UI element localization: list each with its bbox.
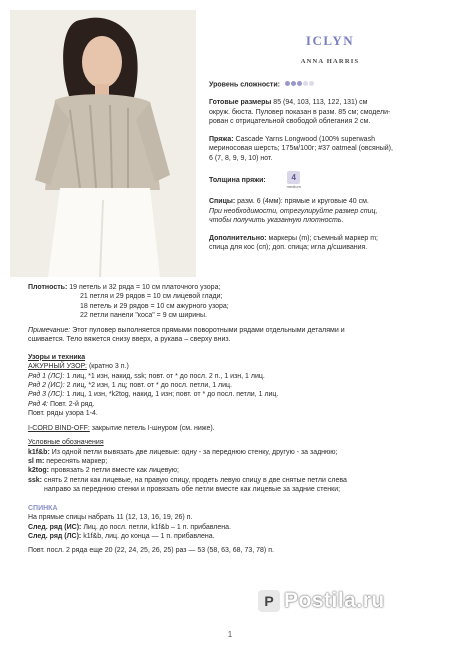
back-row-text: k1f&b, лиц. до конца — 1 п. прибавлена. <box>83 533 215 541</box>
abbr-item <box>28 485 428 494</box>
difficulty-label: Уровень сложности: <box>209 81 280 89</box>
note-text-2: сшивается. Тело вяжется снизу вверх, а рукава – сверху вниз. <box>28 336 231 344</box>
extra-text: маркеры (m); съемный маркер m; <box>268 234 378 242</box>
weight-row <box>209 171 451 189</box>
sizes-label: Готовые размеры <box>209 99 272 107</box>
gauge-line: 21 петля и 29 рядов = 10 см лицевой глади; <box>80 293 223 301</box>
stitches-heading: Узоры и техника <box>28 353 86 361</box>
lace-row-text: 1 лиц, *1 изн, накид, ssk; повт. от * до посл. 2 п., 1 изн, 1 лиц. <box>66 372 265 380</box>
pattern-info <box>209 10 451 253</box>
pattern-body <box>28 283 428 555</box>
back-row-label: След. ряд (ИС): <box>28 523 82 531</box>
abbr-text: провязать 2 петли вместе как лицевую; <box>50 467 179 475</box>
difficulty-dot <box>291 81 296 86</box>
note-text: Этот пуловер выполняется прямыми поворотными рядами отдельными деталями и <box>72 326 345 334</box>
extra-text-2: спица для кос (сп); доп. спица; игла д/сшивания. <box>209 244 368 252</box>
lace-row-label: Ряд 1 (ЛС): <box>28 372 65 380</box>
icord-text: закрытие петель I-шнуром (см. ниже). <box>91 424 215 432</box>
yarn-weight-badge: 4 <box>287 171 300 184</box>
needles-note-2: чтобы получить указанную плотность. <box>209 217 344 225</box>
back-cast-on: На прямые спицы набрать 11 (12, 13, 16, 19, 26) п. <box>28 514 193 522</box>
lace-row <box>28 390 428 399</box>
gauge-label: Плотность: <box>28 284 68 291</box>
yarn-text: Cascade Yarns Longwood (100% superwash <box>235 135 375 143</box>
difficulty-dot <box>303 81 308 86</box>
lace-title-row <box>28 362 428 371</box>
extra-row <box>209 234 451 243</box>
needles-text: разм. 6 (4мм): прямые и круговые 40 см. <box>237 198 369 206</box>
gauge-line: 22 петли панели "коса" = 9 см ширины. <box>80 312 207 320</box>
gauge-row <box>28 283 428 292</box>
model-photo-illustration <box>10 10 196 277</box>
difficulty-dot <box>309 81 314 86</box>
yarn-row <box>209 135 451 144</box>
weight-label: Толщина пряжи: <box>209 176 266 184</box>
back-heading: СПИНКА <box>28 504 58 512</box>
watermark <box>258 585 385 615</box>
lace-row <box>28 372 428 381</box>
lace-row-text: 2 лиц, *2 изн, 1 лц; повт. от * до посл. петли, 1 лиц. <box>66 381 232 389</box>
abbr-heading: Условные обозначения <box>28 439 104 447</box>
lace-row-label: Ряд 3 (ЛС): <box>28 391 65 399</box>
yarn-label: Пряжа: <box>209 135 234 143</box>
yarn-text-2: мериносовая шерсть; 175м/100г; #37 oatmeal (овсяный), <box>209 145 393 153</box>
difficulty-dot <box>285 81 290 86</box>
abbr-term: k1f&b: <box>28 448 50 456</box>
needles-row <box>209 197 451 206</box>
watermark-text: Postila.ru <box>284 589 385 612</box>
abbr-item <box>28 448 428 457</box>
difficulty-dot <box>297 81 302 86</box>
sizes-text-3: рован с отрицательной свободой облегания 2 см. <box>209 118 371 126</box>
abbr-term: k2tog: <box>28 467 49 475</box>
gauge-line: 18 петель и 29 рядов = 10 см ажурного узора; <box>80 302 229 310</box>
lace-title: АЖУРНЫЙ УЗОР: <box>28 363 87 371</box>
pattern-title: ICLYN <box>305 33 355 48</box>
abbr-text: снять 2 петли как лицевые, на правую спицу, продеть левую спицу в две снятые петли слева <box>43 476 347 484</box>
note-row <box>28 326 428 335</box>
lace-row-text: Повт. 2-й ряд. <box>49 400 95 408</box>
model-photo <box>10 10 196 277</box>
abbr-text: переснять маркер; <box>46 458 108 465</box>
note-label: Примечание: <box>28 326 71 334</box>
abbr-term: ssk: <box>28 476 43 484</box>
icord-row <box>28 424 428 433</box>
lace-repeat: Повт. ряды узора 1-4. <box>28 410 98 418</box>
back-row-text: Лиц. до посл. петли, k1f&b – 1 п. прибавлена. <box>83 523 231 531</box>
postila-logo-icon: P <box>258 590 280 612</box>
abbr-item <box>28 476 428 485</box>
difficulty-row <box>209 80 451 90</box>
sizes-row <box>209 98 451 107</box>
yarn-text-3: 6 (7, 8, 9, 9, 10) нот. <box>209 154 273 162</box>
lace-multiple: (кратно 3 п.) <box>88 363 129 371</box>
icord-label: I-CORD BIND-OFF: <box>28 424 90 432</box>
needles-label: Спицы: <box>209 198 236 206</box>
abbr-text: Из одной петли вывязать две лицевые: одну - за переднюю стенку, другую - за заднюю; <box>51 448 338 456</box>
lace-row <box>28 381 428 390</box>
page-number: 1 <box>227 630 233 639</box>
needles-note: При необходимости, отрегулируйте размер спиц, <box>209 207 378 215</box>
sizes-text-2: окруж. бюста. Пуловер показан в разм. 85 см; смодели- <box>209 108 391 116</box>
back-row-label: След. ряд (ЛС): <box>28 533 82 541</box>
yarn-weight-icon <box>284 171 304 189</box>
gauge-line: 19 петель и 32 ряда = 10 см платочного узора; <box>69 284 221 291</box>
abbr-term: sl m: <box>28 458 45 465</box>
pattern-author: ANNA HARRIS <box>300 57 360 65</box>
lace-row <box>28 400 428 409</box>
lace-row-label: Ряд 2 (ИС): <box>28 381 65 389</box>
lace-row-label: Ряд 4: <box>28 400 48 408</box>
abbr-item <box>28 466 428 475</box>
difficulty-dots <box>285 80 315 89</box>
abbr-text: направо за переднюю стенки и провязать обе петли вместе как лицевые за задние стенки; <box>44 486 341 494</box>
back-repeat: Повт. посл. 2 ряда еще 20 (22, 24, 25, 26, 25) раз — 53 (58, 63, 68, 73, 78) п. <box>28 546 274 554</box>
yarn-weight-caption: medium <box>286 183 301 189</box>
back-row-1 <box>28 523 428 532</box>
extra-label: Дополнительно: <box>209 234 267 242</box>
lace-row-text: 1 лиц, 1 изн, *k2tog, накид, 1 изн; повт. от * до посл. петли, 1 лиц. <box>66 391 279 399</box>
abbr-item <box>28 457 428 466</box>
back-row-2 <box>28 532 428 541</box>
sizes-text: 85 (94, 103, 113, 122, 131) см <box>273 99 368 107</box>
